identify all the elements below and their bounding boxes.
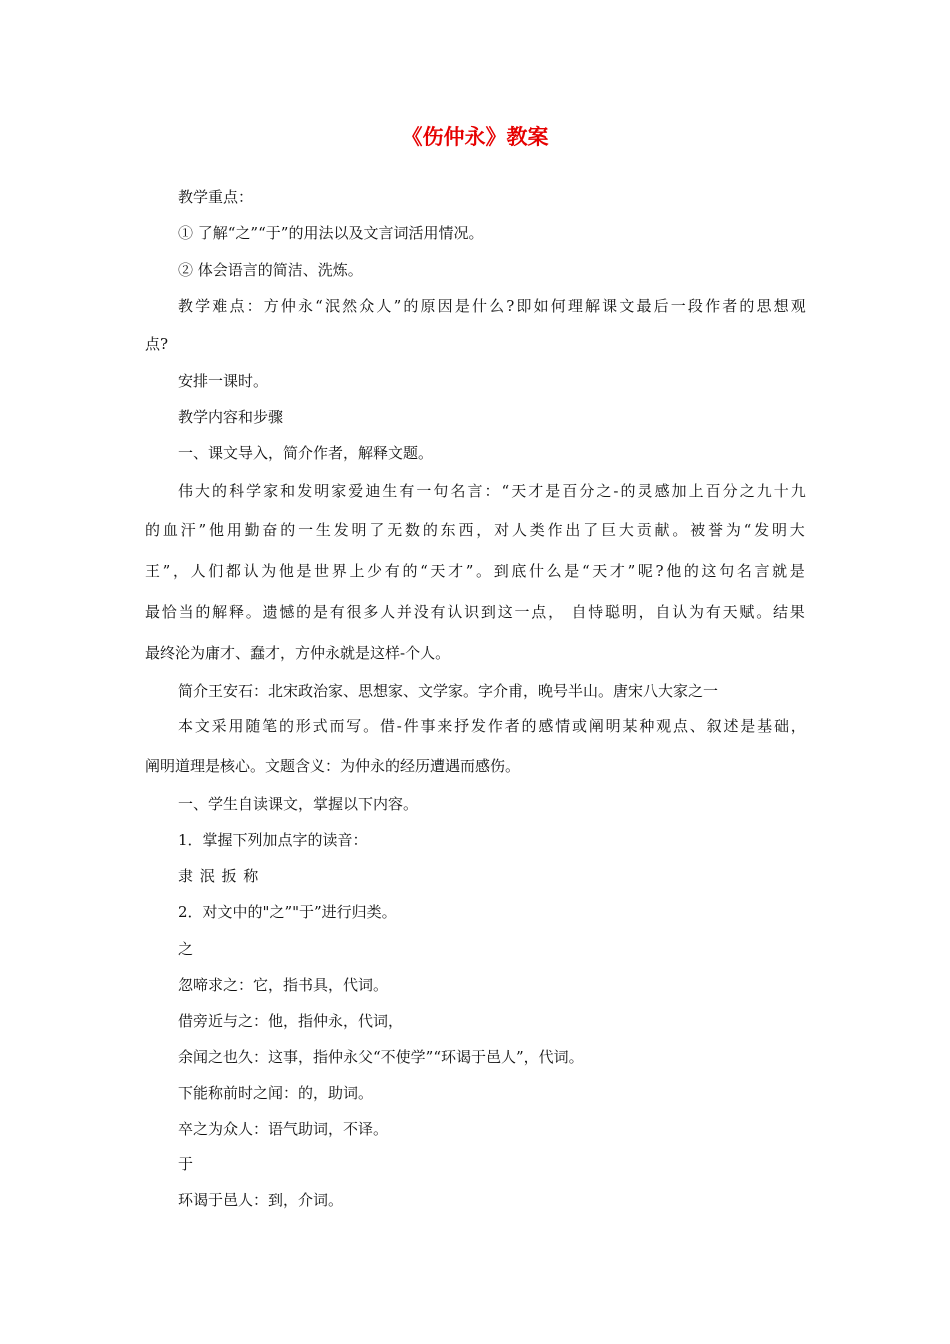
- text-line-zhi-3: 余闻之也久：这事，指仲永父“不使学”“环谒于邑人”，代词。: [178, 1048, 584, 1066]
- text-line-zhi-4: 下能称前时之闻：的，助词。: [178, 1084, 374, 1102]
- text-line-difficulty: 教学难点：方仲永“泯然众人”的原因是什么?即如何理解课文最后一段作者的思想观: [178, 297, 806, 315]
- text-line-edison-4: 最恰当的解释。遗憾的是有很多人并没有认识到这一点， 自恃聪明，自认为有天赋。结果: [145, 603, 805, 621]
- text-line-pronunciation: 1．掌握下列加点字的读音：: [178, 831, 368, 849]
- text-line-teaching-focus: 教学重点：: [178, 188, 254, 206]
- text-line-genre-1: 本文采用随笔的形式而写。借-件事来抒发作者的感情或阐明某种观点、叙述是基础，: [178, 717, 806, 735]
- document-title: 《伤仲永》教案: [401, 124, 549, 149]
- text-line-self-reading: 一、学生自读课文，掌握以下内容。: [178, 795, 419, 813]
- text-line-edison-2: 的血汗”他用勤奋的一生发明了无数的东西，对人类作出了巨大贡献。被誉为“发明大: [145, 521, 805, 539]
- text-line-focus-1: ① 了解“之”“于”的用法以及文言词活用情况。: [178, 224, 484, 242]
- text-line-zhi-2: 借旁近与之：他，指仲永，代词，: [178, 1012, 404, 1030]
- text-line-genre-2: 阐明道理是核心。文题含义：为仲永的经历遭遇而感伤。: [145, 757, 521, 775]
- text-line-zhi-1: 忽啼求之：它，指书具，代词。: [178, 976, 389, 994]
- text-line-focus-2: ② 体会语言的简洁、洗炼。: [178, 261, 363, 279]
- text-line-yu-1: 环谒于邑人：到，介词。: [178, 1191, 344, 1209]
- text-line-schedule: 安排一课时。: [178, 372, 269, 390]
- text-line-edison-1: 伟大的科学家和发明家爱迪生有一句名言：“天才是百分之-的灵感加上百分之九十九: [178, 482, 806, 500]
- text-line-content-heading: 教学内容和步骤: [178, 408, 284, 426]
- text-line-zhi-5: 卒之为众人：语气助词，不译。: [178, 1120, 389, 1138]
- text-line-characters: 隶 泯 扳 称: [178, 867, 260, 885]
- text-line-yu-heading: 于: [178, 1155, 194, 1173]
- text-line-difficulty-cont: 点?: [145, 335, 169, 353]
- text-line-zhi-heading: 之: [178, 940, 194, 958]
- text-line-author-intro: 简介王安石：北宋政治家、思想家、文学家。字介甫，晚号半山。唐宋八大家之一: [178, 682, 719, 700]
- text-line-section-1: 一、课文导入，简介作者，解释文题。: [178, 444, 434, 462]
- text-line-edison-5: 最终沦为庸才、蠢才，方仲永就是这样-个人。: [145, 644, 451, 662]
- text-line-edison-3: 王”，人们都认为他是世界上少有的“天才”。到底什么是“天才”呢?他的这句名言就是: [145, 562, 805, 580]
- text-line-classify: 2．对文中的"之”"于”进行归类。: [178, 903, 397, 921]
